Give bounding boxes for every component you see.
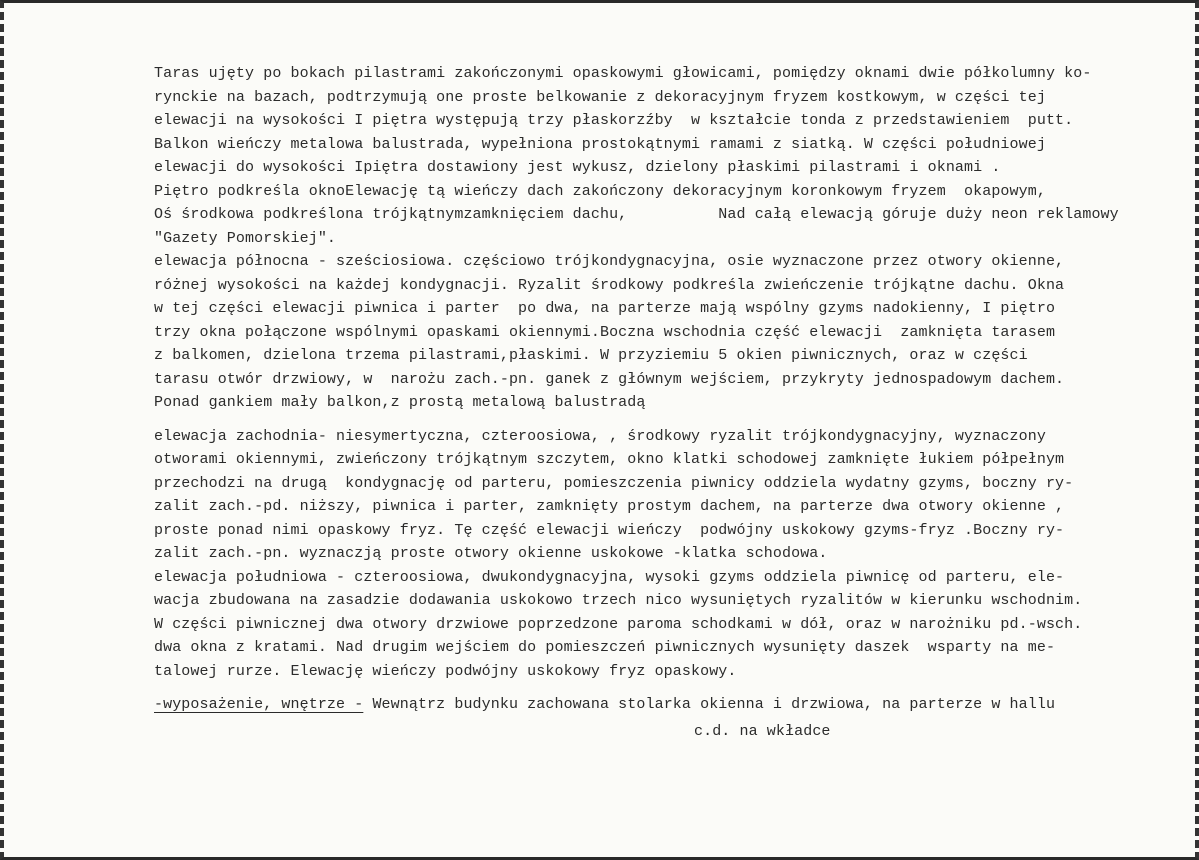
text-line: Ponad gankiem mały balkon,z prostą metalową balustradą — [154, 394, 646, 411]
text-line: otworami okiennymi, zwieńczony trójkątnym szczytem, okno klatki schodowej zamknięte łukiem półpełnym — [154, 451, 1065, 468]
paragraph-facade-west-south — [154, 425, 1194, 684]
text-line: Piętro podkreśla oknoElewację tą wieńczy dach zakończony dekoracyjnym koronkowym fryzem okapowym, — [154, 182, 1046, 200]
text-line: elewacji do wysokości Ipiętra dostawiony jest wykusz, dzielony płaskimi pilastrami i oknami . — [154, 159, 1001, 176]
text-line: z balkomen, dzielona trzema pilastrami,płaskimi. W przyziemiu 5 okien piwnicznych, oraz w części — [154, 347, 1028, 364]
text-line: przechodzi na drugą kondygnację od parteru, pomieszczenia piwnicy oddziela wydatny gzyms, boczny ry- — [154, 474, 1074, 492]
text-line: elewacja zachodnia- niesymertyczna, czteroosiowa, , środkowy ryzalit trójkondygnacyjny, wyznaczony — [154, 427, 1046, 445]
text-line: rynckie na bazach, podtrzymują one proste belkowanie z dekoracyjnym fryzem kostkowym, w części tej — [154, 88, 1046, 106]
section-heading-equipment: -wyposażenie, wnętrze - — [154, 696, 364, 713]
text-line: dwa okna z kratami. Nad drugim wejściem do pomieszczeń piwnicznych wysunięty daszek wsparty na me- — [154, 639, 1056, 656]
text-line: Oś środkowa podkreślona trójkątnymzamknięciem dachu, Nad całą elewacją góruje duży neon reklamowy — [154, 206, 1119, 223]
text-line: talowej rurze. Elewację wieńczy podwójny uskokowy fryz opaskowy. — [154, 662, 737, 680]
text-line: Taras ujęty po bokach pilastrami zakończonymi opaskowymi głowicami, pomiędzy oknami dwie półkolumny ko- — [154, 65, 1092, 82]
text-line: elewacja południowa - czteroosiowa, dwukondygnacyjna, wysoki gzyms oddziela piwnicę od parteru, ele- — [154, 568, 1065, 586]
text-line: "Gazety Pomorskiej". — [154, 229, 337, 247]
text-line: trzy okna połączone wspólnymi opaskami okiennymi.Boczna wschodnia część elewacji zamknięta tarasem — [154, 323, 1056, 341]
equipment-interior-line — [154, 693, 1194, 717]
text-line: zalit zach.-pn. wyznaczją proste otwory okienne uskokowe -klatka schodowa. — [154, 545, 828, 562]
equipment-text: Wewnątrz budynku zachowana stolarka okienna i drzwiowa, na parterze w hallu — [363, 696, 1056, 713]
text-line: elewacji na wysokości I piętra występują trzy płaskorzźby w kształcie tonda z przedstawieniem putt. — [154, 112, 1074, 129]
paragraph-facade-east-north — [154, 62, 1194, 415]
document-body — [154, 62, 1194, 743]
text-line: W części piwnicznej dwa otwory drzwiowe poprzedzone paroma schodkami w dół, oraz w narożniku pd.-wsch. — [154, 615, 1083, 633]
text-line: wacja zbudowana na zasadzie dodawania uskokowo trzech nico wysuniętych ryzalitów w kierunku wschodnim. — [154, 592, 1083, 609]
text-line: proste ponad nimi opaskowy fryz. Tę część elewacji wieńczy podwójny uskokowy gzyms-fryz .Boczny ry- — [154, 521, 1065, 539]
continued-note: c.d. na wkładce — [694, 722, 831, 740]
text-line: tarasu otwór drzwiowy, w narożu zach.-pn. ganek z głównym wejściem, przykryty jednospadowym dachem. — [154, 370, 1065, 388]
text-line: elewacja północna - sześciosiowa. częściowo trójkondygnacyjna, osie wyznaczone przez otwory okienne, — [154, 253, 1065, 270]
text-line: w tej części elewacji piwnica i parter po dwa, na parterze mają wspólny gzyms nadokienny, I piętro — [154, 300, 1056, 317]
text-line: zalit zach.-pd. niższy, piwnica i parter, zamknięty prostym dachem, na parterze dwa otwory okienne , — [154, 498, 1065, 515]
text-line: Balkon wieńczy metalowa balustrada, wypełniona prostokątnymi ramami z siatką. W części południowej — [154, 135, 1046, 153]
text-line: różnej wysokości na każdej kondygnacji. Ryzalit środkowy podkreśla zwieńczenie trójkątne dachu. Okna — [154, 276, 1065, 294]
